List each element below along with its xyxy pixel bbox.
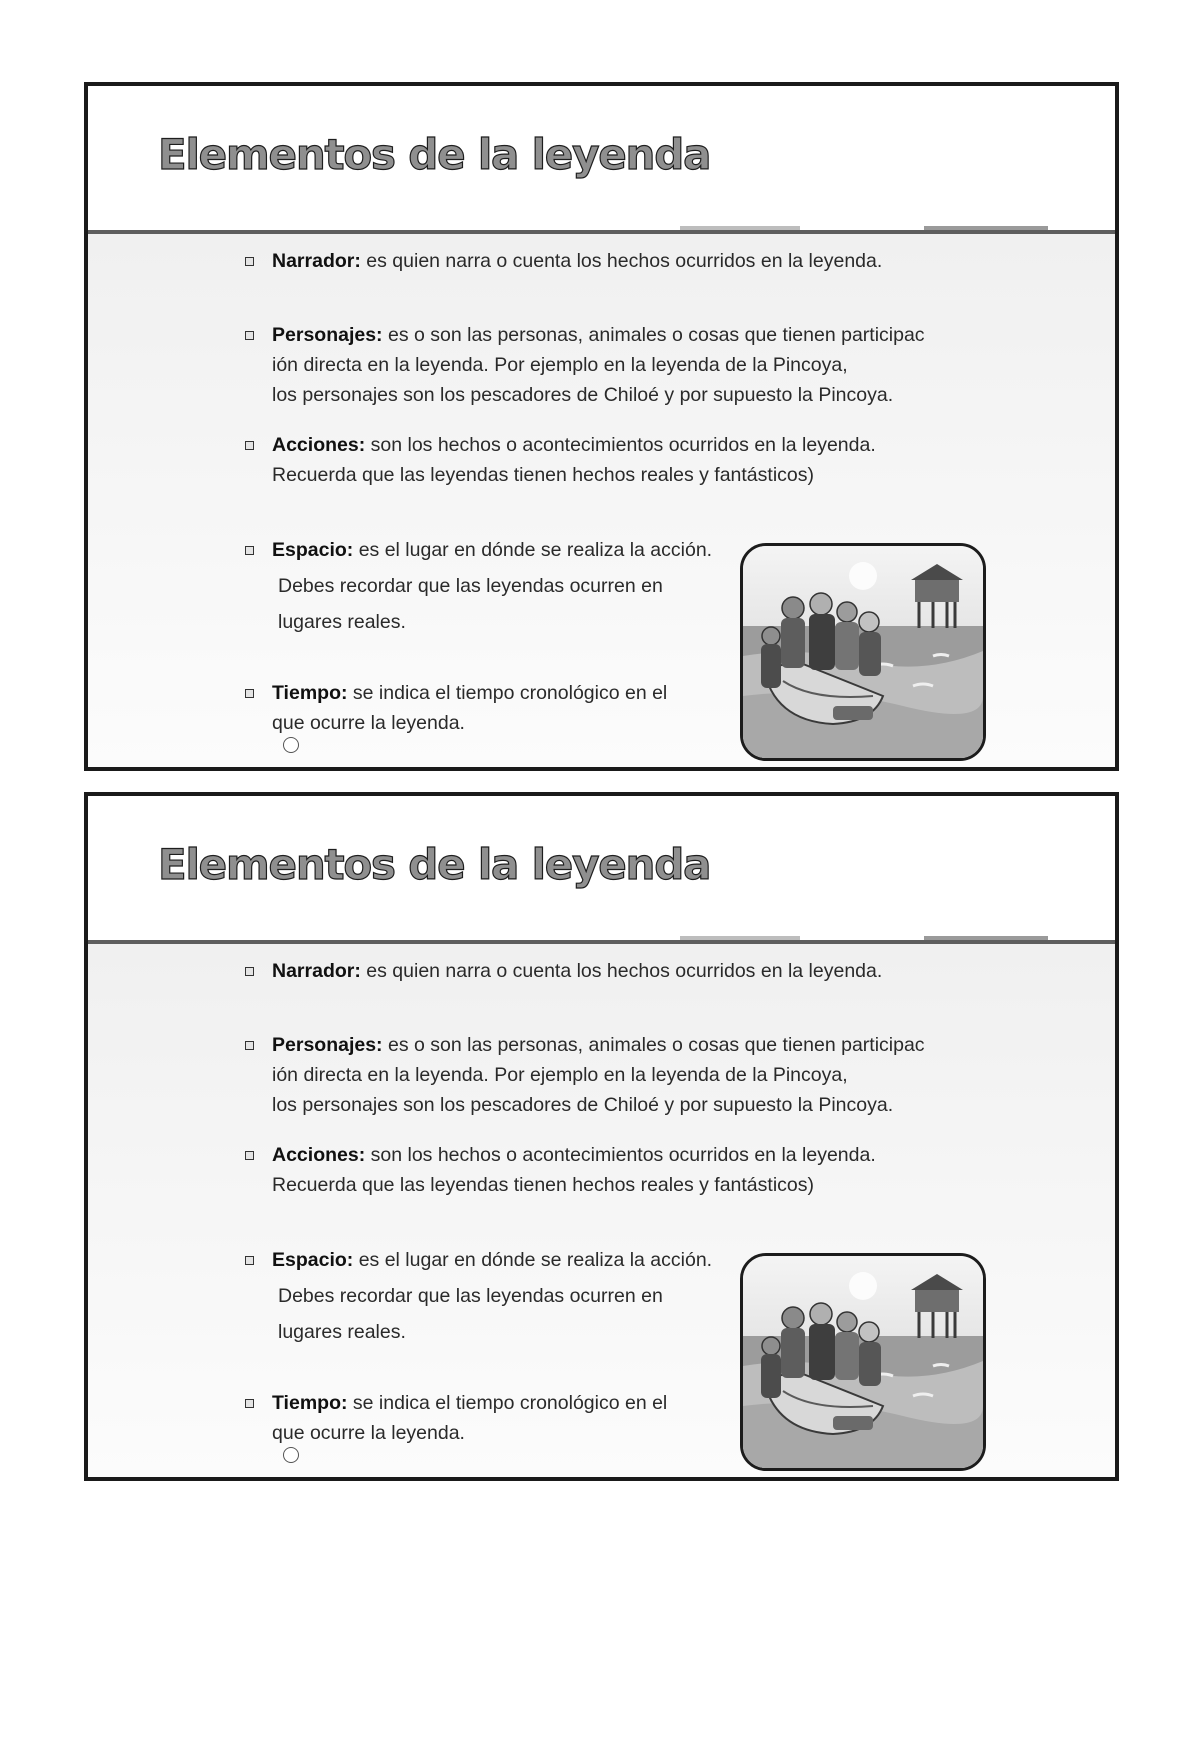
item-text: los personajes son los pescadores de Chiloé y por supuesto la Pincoya. (272, 1094, 894, 1116)
item-term: Tiempo: (272, 1392, 348, 1414)
square-bullet-icon (245, 967, 254, 976)
slide-title: Elementos de la leyenda (158, 840, 711, 889)
square-bullet-icon (245, 1256, 254, 1265)
item-text: ión directa en la leyenda. Por ejemplo en la leyenda de la Pincoya, (272, 1064, 848, 1086)
list-item-acciones (272, 1140, 972, 1200)
list-item-narrador (272, 956, 972, 986)
item-term: Narrador: (272, 250, 361, 272)
item-text: Debes recordar que las leyendas ocurren en (278, 575, 663, 597)
list-item-personajes (272, 1030, 972, 1120)
item-text: los personajes son los pescadores de Chiloé y por supuesto la Pincoya. (272, 384, 894, 406)
item-text: es el lugar en dónde se realiza la acción. (358, 1249, 713, 1271)
item-text: que ocurre la leyenda. (272, 712, 465, 734)
square-bullet-icon (245, 257, 254, 266)
slide-marker-icon (283, 1447, 299, 1463)
item-text: son los hechos o acontecimientos ocurridos en la leyenda. (370, 1144, 876, 1166)
square-bullet-icon (245, 1399, 254, 1408)
item-text: es quien narra o cuenta los hechos ocurridos en la leyenda. (366, 960, 883, 982)
item-text: que ocurre la leyenda. (272, 1422, 465, 1444)
square-bullet-icon (245, 441, 254, 450)
square-bullet-icon (245, 331, 254, 340)
item-term: Personajes: (272, 324, 383, 346)
item-text: es o son las personas, animales o cosas que tienen participac (387, 1034, 925, 1056)
square-bullet-icon (245, 689, 254, 698)
item-text: es el lugar en dónde se realiza la acción. (358, 539, 713, 561)
fishermen-illustration (740, 1253, 986, 1471)
item-text: es quien narra o cuenta los hechos ocurridos en la leyenda. (366, 250, 883, 272)
item-text: se indica el tiempo cronológico en el (352, 682, 668, 704)
item-text: se indica el tiempo cronológico en el (352, 1392, 668, 1414)
fishermen-illustration (740, 543, 986, 761)
slide-1 (84, 82, 1119, 771)
fishermen-boat-image (743, 1256, 983, 1468)
item-text: lugares reales. (278, 611, 406, 633)
item-text: Recuerda que las leyendas tienen hechos reales y fantásticos) (272, 464, 814, 486)
item-term: Narrador: (272, 960, 361, 982)
title-divider (88, 940, 1115, 944)
item-term: Tiempo: (272, 682, 348, 704)
slide-2 (84, 792, 1119, 1481)
item-term: Espacio: (272, 539, 354, 561)
square-bullet-icon (245, 546, 254, 555)
square-bullet-icon (245, 1151, 254, 1160)
item-text: ión directa en la leyenda. Por ejemplo en la leyenda de la Pincoya, (272, 354, 848, 376)
slide-title: Elementos de la leyenda (158, 130, 711, 179)
fishermen-boat-image (743, 546, 983, 758)
item-term: Personajes: (272, 1034, 383, 1056)
item-term: Espacio: (272, 1249, 354, 1271)
item-term: Acciones: (272, 1144, 366, 1166)
list-item-personajes (272, 320, 972, 410)
item-text: Recuerda que las leyendas tienen hechos reales y fantásticos) (272, 1174, 814, 1196)
item-text: es o son las personas, animales o cosas que tienen participac (387, 324, 925, 346)
list-item-narrador (272, 246, 972, 276)
item-text: son los hechos o acontecimientos ocurridos en la leyenda. (370, 434, 876, 456)
square-bullet-icon (245, 1041, 254, 1050)
list-item-acciones (272, 430, 972, 490)
title-divider (88, 230, 1115, 234)
slide-marker-icon (283, 737, 299, 753)
item-text: lugares reales. (278, 1321, 406, 1343)
item-term: Acciones: (272, 434, 366, 456)
item-text: Debes recordar que las leyendas ocurren en (278, 1285, 663, 1307)
